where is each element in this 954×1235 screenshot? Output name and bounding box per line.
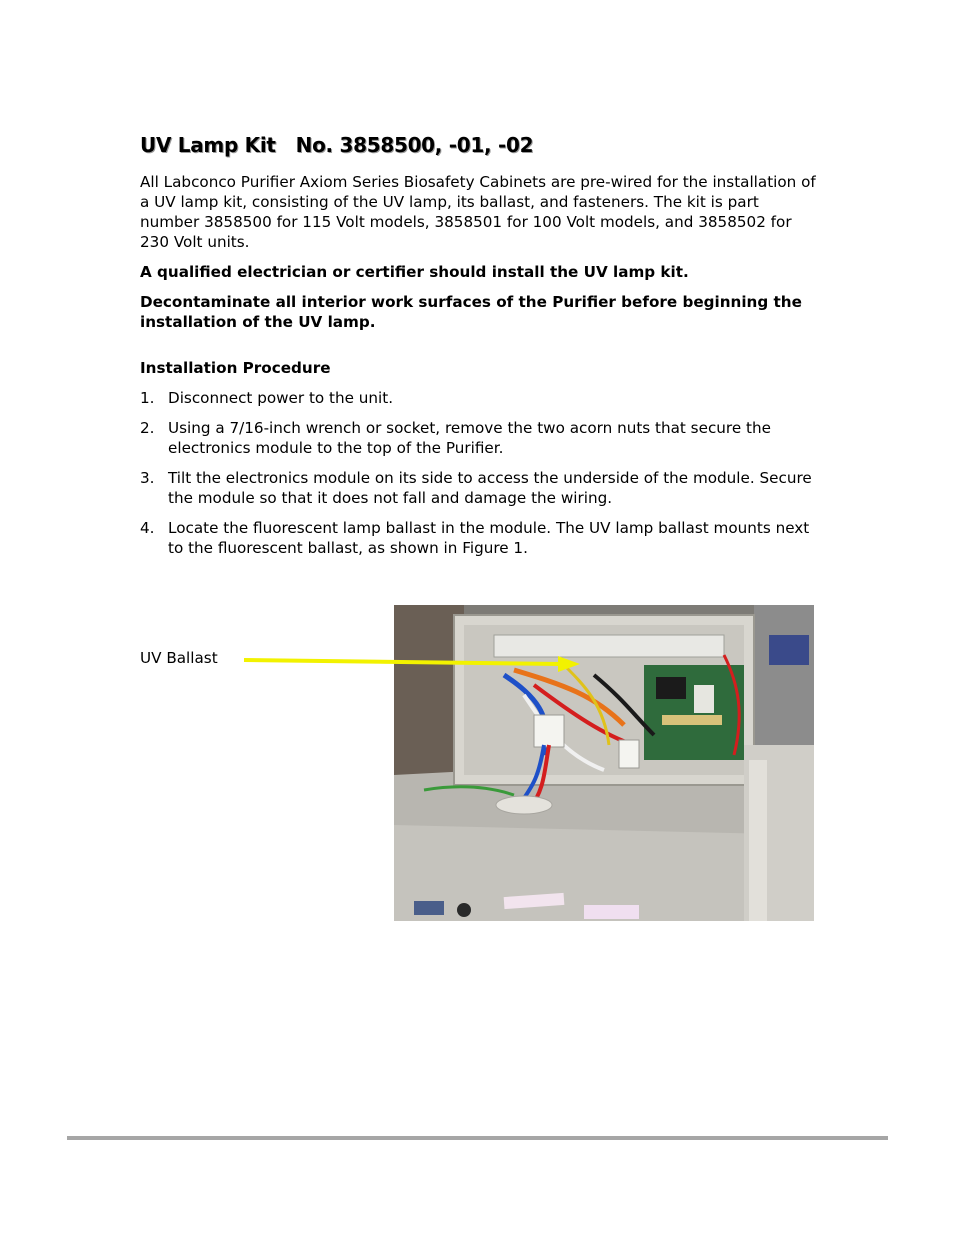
step-text: Disconnect power to the unit. [168, 389, 394, 407]
step-number: 1. [140, 389, 155, 407]
procedure-steps [140, 388, 820, 558]
step-text: Tilt the electronics module on its side to access the underside of the module. Secure the module so that it does not fall and damage the wiring. [168, 469, 812, 507]
procedure-heading: Installation Procedure [140, 359, 331, 377]
electrician-warning: A qualified electrician or certifier should install the UV lamp kit. [140, 263, 689, 281]
procedure-step [140, 518, 820, 558]
footer-rule [67, 1136, 888, 1140]
procedure-step [140, 388, 820, 408]
procedure-step [140, 468, 820, 508]
step-number: 3. [140, 469, 155, 487]
procedure-step [140, 418, 820, 458]
step-text: Using a 7/16-inch wrench or socket, remove the two acorn nuts that secure the electronics module to the top of the Purifier. [168, 419, 771, 457]
page-title: UV Lamp Kit No. 3858500, -01, -02 [140, 133, 534, 157]
intro-paragraph: All Labconco Purifier Axiom Series Biosafety Cabinets are pre-wired for the installation of a UV lamp kit, consisting of the UV lamp, its ballast, and fasteners. The kit is part number 3858500 for 115 Volt models, 3858501 for 100 Volt models, and 3858502 for 230 Volt units. [140, 173, 816, 251]
decontaminate-warning: Decontaminate all interior work surfaces of the Purifier before beginning the installation of the UV lamp. [140, 293, 802, 331]
uv-ballast-label: UV Ballast [140, 649, 218, 667]
step-text: Locate the fluorescent lamp ballast in the module. The UV lamp ballast mounts next to the fluorescent ballast, as shown in Figure 1. [168, 519, 810, 557]
document-body [140, 172, 820, 568]
step-number: 2. [140, 419, 155, 437]
electronics-module-photo [394, 605, 814, 921]
step-number: 4. [140, 519, 155, 537]
